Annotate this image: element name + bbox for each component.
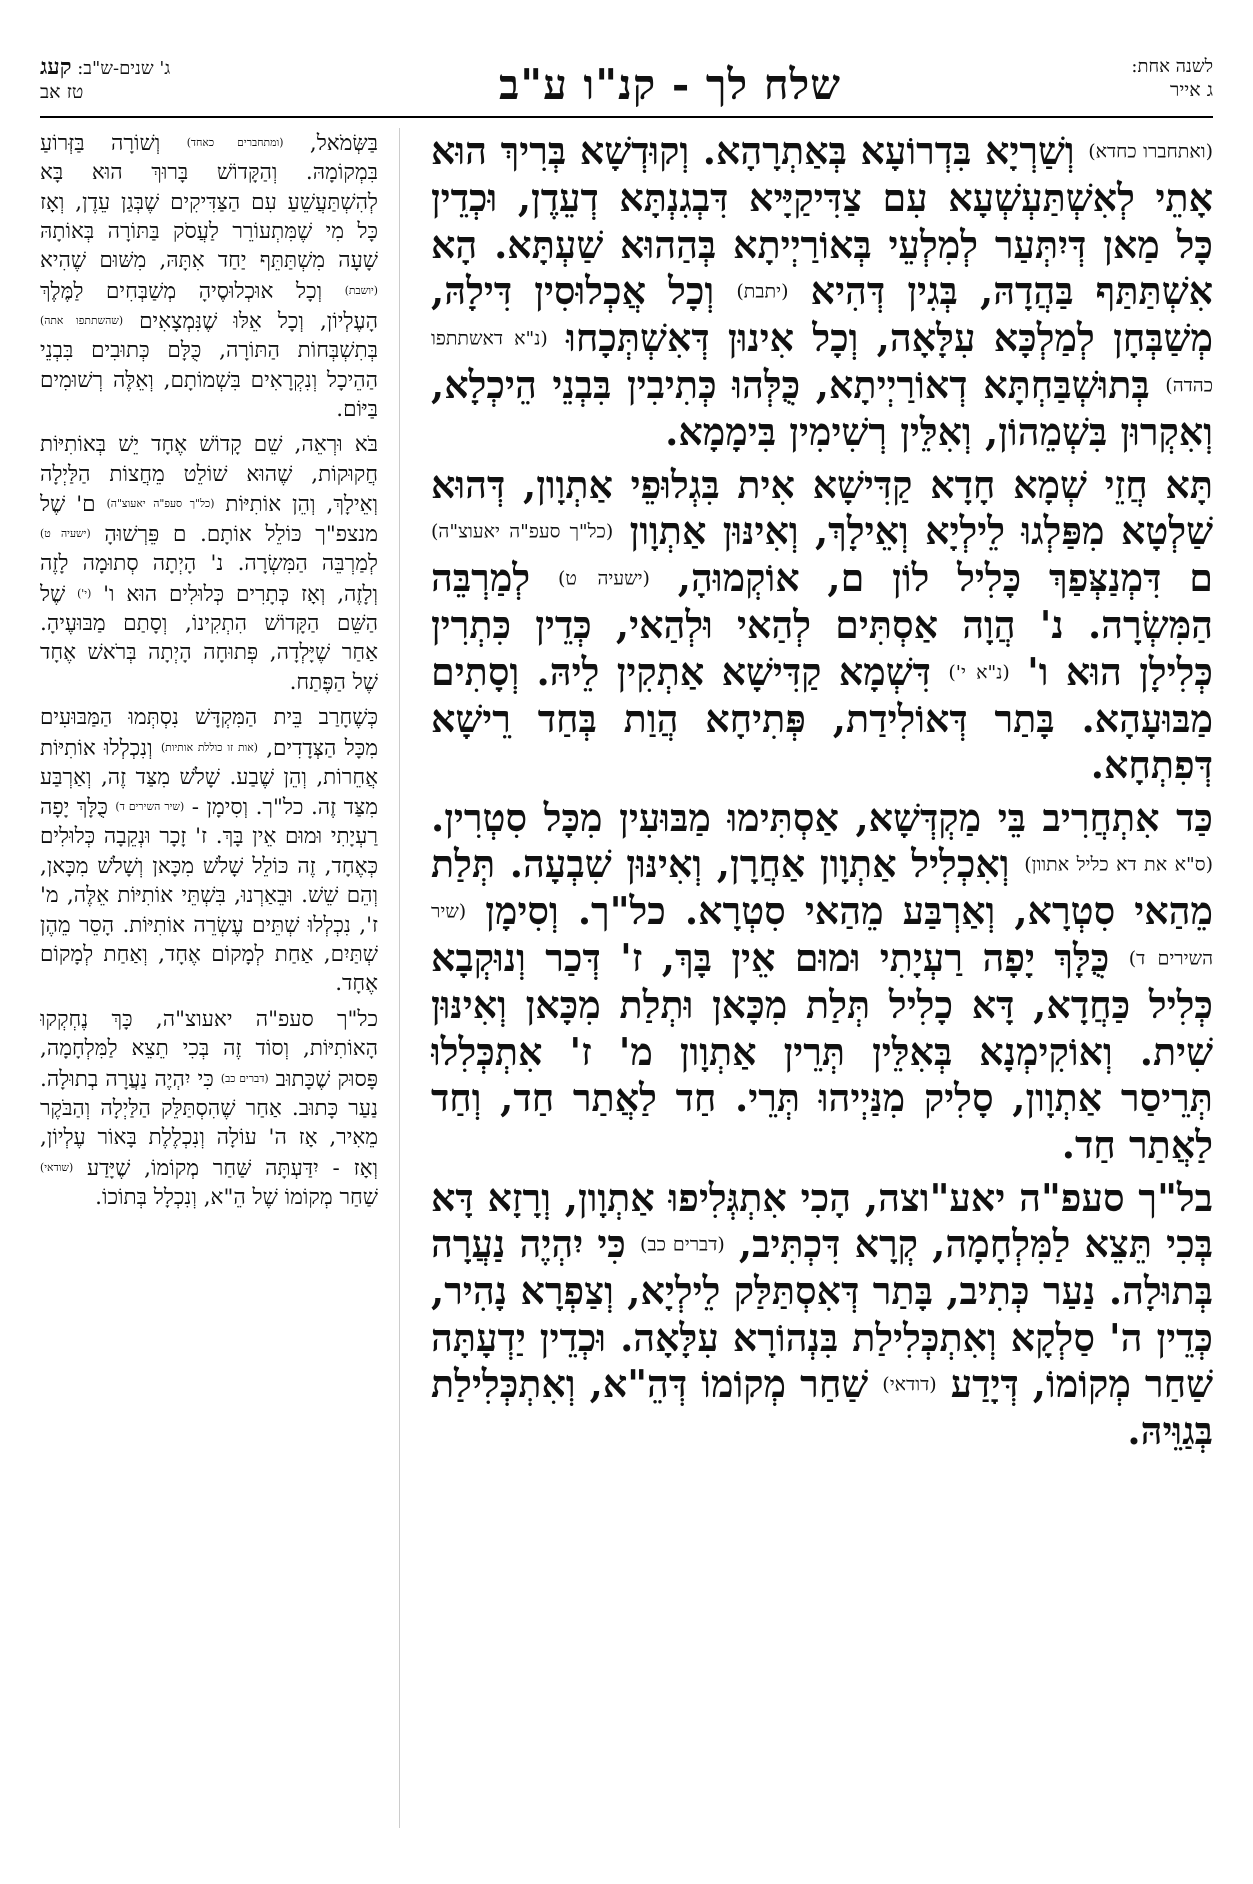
page-number: קעג xyxy=(40,54,72,80)
source-reference: (כל"ך סעפ"ה יאעוצ"ה) xyxy=(106,497,215,511)
one-year-cycle-label: לשנה אחת: xyxy=(1131,56,1213,77)
main_text-paragraph xyxy=(431,1175,1213,1455)
text-run: וְנִכְלְלוּ אוֹתִיּוֹת אֲחֵרוֹת, וְהֵן שֶׁבַע. שָׁלֹשׁ מִצַּד זֶה, וְאַרְבַּע מִצַּד זֶה. כל"ך. וְסִימָן - xyxy=(40,735,378,820)
source-reference: (ואתחברו כחדא) xyxy=(1088,140,1213,163)
source-reference: (ישעיה ט) xyxy=(557,567,650,590)
side_text-paragraph xyxy=(40,1005,378,1212)
source-reference: (יתבת) xyxy=(736,280,789,303)
source-reference: (יושבת) xyxy=(344,283,378,297)
text-run: וְאִכְלִיל אַתְוָון אַחֲרָן, וְאִינּוּן שִׁבְעָה. תְּלַת מֵהַאי סִטְרָא, וְאַרְבַּע מֵהַאי סִטְרָא. כל"ך. וְסִימָן xyxy=(431,841,1213,934)
text-run: כִּי יִהְיֶה נַעֲרָה בְתוּלָה. נַעַר כָּתוּב. אַחַר שֶׁהִסְתַּלֵּק הַלַּיְלָה וְהַבֹּקֶר מֵאִיר, אָז ה' עוֹלָה וְנִכְלֶלֶת בָּאוֹר עֶלְיוֹן, וְאָז - יִדַּעְתָּה שַּׁחַר מְקוֹמוֹ, שֶׁיָּדַע xyxy=(40,1066,378,1181)
text-run: בְּתוּשְׁבַּחְתָּא דְאוֹרַיְיתָא, כֻּלְּהוּ כְּתִיבִין בִּבְנֵי הֵיכְלָא, וְאִקְרוּן בִּשְׁמֵהוֹן, וְאִלֵּין רְשִׁימִין בִּימָמָא. xyxy=(431,362,1213,454)
source-reference: (אות זו כוללת אותיות) xyxy=(160,740,258,754)
side_text-paragraph xyxy=(40,128,378,424)
text-run: וְשַׁרְיָא בִּדְרוֹעָא בְּאַתְרָהָא. וְקוּדְשָׁא בְּרִיךְ הוּא אָתֵי לְאִשְׁתַּעְשְׁעָא עִם צַדִּיקַיָּיא דִּבְגִנְתָּא דְעֵדֶן, וּכְדֵין כָּל מַאן דְּיִתְּעַר לְמִלְעֵי בְּאוֹרַיְיתָא בְּהַהוּא שַׁעְתָּא. הָא אִשְׁתַּתַּף בַּהֲדָהּ, בְּגִין דְּהִיא xyxy=(431,128,1213,314)
text-run: שֶׁל הַשֵּׁם הַקָּדוֹשׁ הִתְקִינוֹ, וְסָתַם מַבּוּעֶיהָ. אַחַר שֶׁיָּלְדָה, פְּתוּחָה הָיְתָה בְּרֹאשׁ אֶחָד שֶׁל הַפֶּתַח. xyxy=(40,581,378,695)
source-reference: (דברים כב) xyxy=(220,1071,269,1085)
source-reference: (דודאי) xyxy=(882,1373,937,1396)
source-reference: (שודאי) xyxy=(40,1160,74,1174)
text-run: כל"ך סעפ"ה יאעוצ"ה, כָּךְ נֶחְקְקוּ הָאוֹתִיּוֹת, וְסוֹד זֶה בְּכִי תֵצֵא לַמִּלְחָמָה, פָּסוּק שֶׁכָּתוּב xyxy=(40,1006,378,1092)
text-run: כִּי יִהְיֶה נַעֲרָה בְּתוּלָה. נַעַר כְּתִיב, בָּתַר דְּאִסְתַּלַּק לֵילְיָא, וְצַפְרָא נָהִיר, כְּדֵין ה' סַלְקָא וְאִתְכְּלִילַת בִּנְהוֹרָא עִלָּאָה. וּכְדֵין יַדְעָתָּה שַׁחַר מְקוֹמוֹ, דְּיָדַע xyxy=(431,1221,1213,1407)
source-reference: (שיר השירים ד) xyxy=(115,800,185,814)
source-reference: (ס"א את דא כליל אתוון) xyxy=(1024,853,1213,876)
text-run: דִּשְׁמָא קַדִּישָׁא אַתְקִין לֵיהּ. וְסָתִים מַבּוּעָהָא. בָּתַר דְּאוֹלִידַת, פְּתִיחָא הֲוַת בְּחַד רֵישָׁא דְּפִתְחָא. xyxy=(431,648,1213,788)
text-run: ם דִּמְנַצְּפַךְ כָּלִיל לוֹן ם, אוֹקְמוּהָ, xyxy=(649,555,1213,601)
source-reference: (ישעיה ט) xyxy=(40,527,91,541)
page-header xyxy=(40,56,1213,118)
text-run: לְמַרְבֵּה הַמִּשְׂרָה. נ' הָיְתָה סְתוּמָה לָזֶה וְלָזֶה, וְאָז כְּתָרִים כְּלוּלִים הוּא ו' xyxy=(40,551,378,607)
source-reference: (ומתחברים כאחד) xyxy=(186,136,284,149)
column-divider xyxy=(399,128,400,1828)
source-reference: (י') xyxy=(77,586,92,600)
text-run: בֹּא וּרְאֵה, שֵׁם קָדוֹשׁ אֶחָד יֵשׁ בְּאוֹתִיּוֹת חֲקוּקוֹת, שֶׁהוּא שׁוֹלֵט מֵחֲצוֹת הַלַּיְלָה וְאֵילָךְ, וְהֵן אוֹתִיּוֹת xyxy=(40,432,378,517)
main_text-paragraph xyxy=(431,462,1213,789)
text-run: וְכָל אוּכְלוּסֶיהָ מְשַׁבְּחִים לַמֶּלֶךְ הָעֶלְיוֹן, וְכָל אֵלּוּ שֶׁנִּמְצָאִים xyxy=(40,278,378,334)
source-reference: (דברים כב) xyxy=(640,1233,725,1256)
text-run: בַּשְּׂמֹאל, xyxy=(283,130,378,156)
main_text-paragraph xyxy=(431,795,1213,1169)
text-run: בְּתִשְׁבְּחוֹת הַתּוֹרָה, כֻּלָּם כְּתוּבִים בִּבְנֵי הַהֵיכָל וְנִקְרָאִים בִּשְׁמוֹתָם, וְאֵלֶּה רְשׁוּמִים בַּיּוֹם. xyxy=(40,338,378,422)
three-year-cycle-date: טז אב xyxy=(40,81,84,103)
text-run: כַּד אִתְחֲרִיב בֵּי מַקְדְּשָׁא, אַסְתִּימוּ מַבּוּעִין מִכָּל סִטְרִין. xyxy=(431,794,1213,840)
main_text-paragraph xyxy=(431,128,1213,456)
source-reference: (נ"א י') xyxy=(948,661,1010,684)
text-run: כֻּלָּךְ יָפָה רַעְיָתִי וּמוּם אֵין בָּךְ, ז' דְּכַר וְנוּקְבָא כְּלִיל כַּחֲדָא, דָּא כָלִיל תְּלַת מִכָּאן וּתְלַת מִכָּאן וְאִינּוּן שִׁית. וְאוֹקִימְנָא בְּאִלֵּין תְּרֵין אַתְוָון מ' ז' אִתְכְּלִלוּ תְּרֵיסַר אַתְוָון, סָלִיק מִנַּיְיהוּ תְּרֵי. חַד לַאֲתַר חַד, וְחַד לַאֲתַר חַד. xyxy=(431,935,1213,1168)
text-run: לְמַרְבֵּה הַמִּשְׂרָה. נ' הֲוָה אַסְתִּים לְהַאי וּלְהַאי, כְּדֵין כִּתְרִין כְּלִילָן הוּא ו' xyxy=(431,555,1213,694)
page-title: שלח לך - קנ"ו ע"ב xyxy=(498,60,842,109)
side_text-paragraph xyxy=(40,703,378,999)
one-year-cycle-date: ג אייר xyxy=(1169,79,1213,101)
hebrew-translation-column xyxy=(40,128,378,1848)
text-run: שַׁחַר מְקוֹמוֹ דְּהֵ"א, וְאִתְכְּלִילַת בְּגַוֵּיהּ. xyxy=(431,1361,1213,1454)
header-right-block xyxy=(1013,56,1213,102)
source-reference: (שהשתתפו אתה) xyxy=(40,313,124,327)
three-year-cycle-label: ג' שנים-ש"ב: xyxy=(77,58,171,79)
source-reference: (כל"ך סעפ"ה יאעוצ"ה) xyxy=(431,520,614,543)
header-left-block xyxy=(40,56,240,104)
text-run: כֻּלָּךְ יָפָה רַעְיָתִי וּמוּם אֵין בָּךְ. ז' זָכָר וּנְקֵבָה כְּלוּלִים כְּאֶחָד, זֶה כּוֹלֵל שָׁלֹשׁ מִכָּאן וְשָׁלֹשׁ מִכָּאן, וְהֵם שֵׁשׁ. וּבֵאַרְנוּ, בִּשְׁתֵּי אוֹתִיּוֹת אֵלֶּה, מ' ז', נִכְלְלוּ שְׁתֵּים עֶשְׂרֵה אוֹתִיּוֹת. הָסֵר מֵהֶן שְׁתַּיִם, אַחַת לְמָקוֹם אֶחָד, וְאַחַת לְמָקוֹם אֶחָד. xyxy=(40,794,378,997)
aramaic-main-column xyxy=(431,128,1213,1848)
text-run: שַׁחַר מְקוֹמוֹ שֶׁל הֵ"א, וְנִכְלָל בְּתוֹכוֹ. xyxy=(95,1184,378,1210)
text-run: בל"ך סעפ"ה יאע"וצה, הָכִי אִתְגְּלִיפוּ אַתְוָון, וְרָזָא דָּא בְּכִי תֵּצֵא לַמִּלְחָמָה, קְרָא דִּכְתִּיב, xyxy=(431,1174,1213,1267)
source-reference: (נ"א דאשתתפו כהדה) xyxy=(431,327,1213,397)
text-run: ם' שֶׁל מנצפ"ך כּוֹלֵל אוֹתָם. ם פֵּרְשׁוּהָ xyxy=(40,491,378,548)
text-run: וְשׁוֹרָה בַּזְּרוֹעַ בִּמְקוֹמָהּ. וְהַקָּדוֹשׁ בָּרוּךְ הוּא בָּא לְהִשְׁתַּעֲשֵׁעַ עִם הַצַּדִּיקִים שֶׁבְּגַן עֵדֶן, וְאָז כָּל מִי שֶׁמִּתְעוֹרֵר לַעֲסֹק בַּתּוֹרָה בְּאוֹתָהּ שָׁעָה מִשְׁתַּתֵּף יַחַד אִתָּהּ, מִשּׁוּם שֶׁהִיא xyxy=(40,130,378,274)
source-reference: (שיר השירים ד) xyxy=(431,900,1213,970)
text-run: וְכָל אֲכְלוּסִין דִּילָהּ, מְשַׁבְּחָן לְמַלְכָּא עִלָּאָה, וְכָל אִינוּן דְּאִשְׁתְּכָחוּ xyxy=(431,268,1213,361)
text-run: תָּא חֲזֵי שְׁמָא חָדָא קַדִּישָׁא אִית בִּגְלוּפֵי אַתְוָון, דְּהוּא שַׁלְטָא מִפַּלְגוּ לֵילְיָא וְאֵילָךְ, וְאִינּוּן אַתְוָון xyxy=(431,461,1213,554)
text-run: כְּשֶׁחָרַב בֵּית הַמִּקְדָּשׁ נִסְתְּמוּ הַמַּבּוּעִים מִכָּל הַצְּדָדִים, xyxy=(40,705,378,761)
side_text-paragraph xyxy=(40,430,378,697)
